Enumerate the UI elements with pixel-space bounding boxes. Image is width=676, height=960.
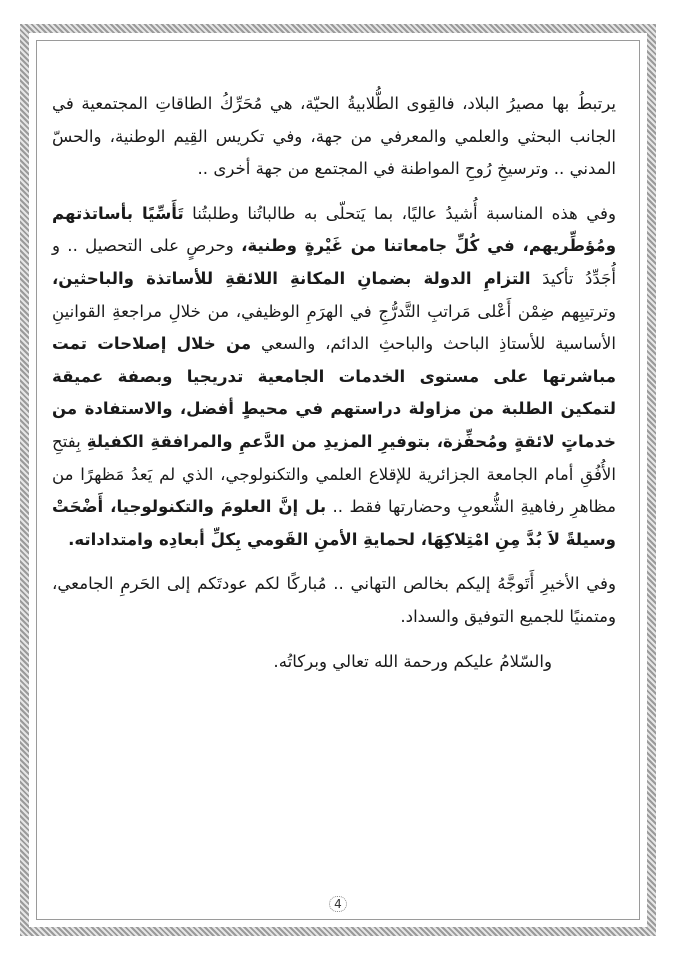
document-body	[52, 88, 616, 678]
paragraph-2: وفي هذه المناسبة أُشيدُ عاليًا، بما يَتحلّى به طالباتُنا وطلبتُنا تَأَسِّيًا بأساتذتهم ومُؤطِّريهم، في كُلِّ جامعاتنا من غَيْرةٍ وطنية، وحرصٍ على التحصيل .. و أُجَدِّدُ تأكيدَ التزامِ الدولة بضمانِ المكانةِ اللائقةِ للأساتذة والباحثين، وترتيبِهم ضِمْن أَعْلى مَراتبِ التَّدرُّجِ في الهرَمِ الوظيفي، من خلالِ مراجعةِ القوانينِ الأساسية للأستاذِ الباحث والباحثِ الدائم، والسعي من خلال إصلاحات تمت مباشرتها على مستوى الخدمات الجامعية تدريجيا وبصفة عميقة لتمكين الطلبة من مزاولة دراستهم في محيطٍ أفضل، والاستفادة من خدماتٍ لائقةٍ ومُحفِّزة، بتوفيرِ المزيدِ من الدَّعمِ والمرافقةِ الكفيلةِ بِفتحِ الأُفُقِ أمام الجامعة الجزائرية للإقلاع العلمي والتكنولوجي، الذي لم يَعدُ مَظهرًا من مظاهرِ رفاهيةِ الشُّعوبِ وحضارتها فقط .. بل إنَّ العلومَ والتكنولوجيا، أَضْحَتْ وسيلةً لاَ بُدَّ مِنِ امْتِلاكِهَا، لحمايةِ الأمنِ القَومي بِكلِّ أبعادِه وامتداداته.	[52, 203, 617, 549]
page-number: 4	[0, 896, 676, 912]
closing-greeting: والسّلامُ عليكم ورحمة الله تعالي وبركاتُه.	[273, 651, 552, 671]
paragraph-3: وفي الأخيرِ أَتَوجَّهُ إليكم بخالص التهاني .. مُباركًا لكم عودتَكم إلى الحَرمِ الجامعي، ومتمنيًا للجميع التوفيق والسداد.	[52, 574, 616, 626]
paragraph-1: يرتبطُ بها مصيرُ البلاد، فالقِوى الطُّلابيةُ الحيّة، هي مُحَرِّكُ الطاقاتِ المجتمعية في الجانب البحثي والعلمي والمعرفي من جهة، وفي تكريس القِيم الوطنية، والحسّ المدني .. وترسيخِ رُوحِ المواطنة في المجتمع من جهة أخرى ..	[52, 94, 616, 179]
